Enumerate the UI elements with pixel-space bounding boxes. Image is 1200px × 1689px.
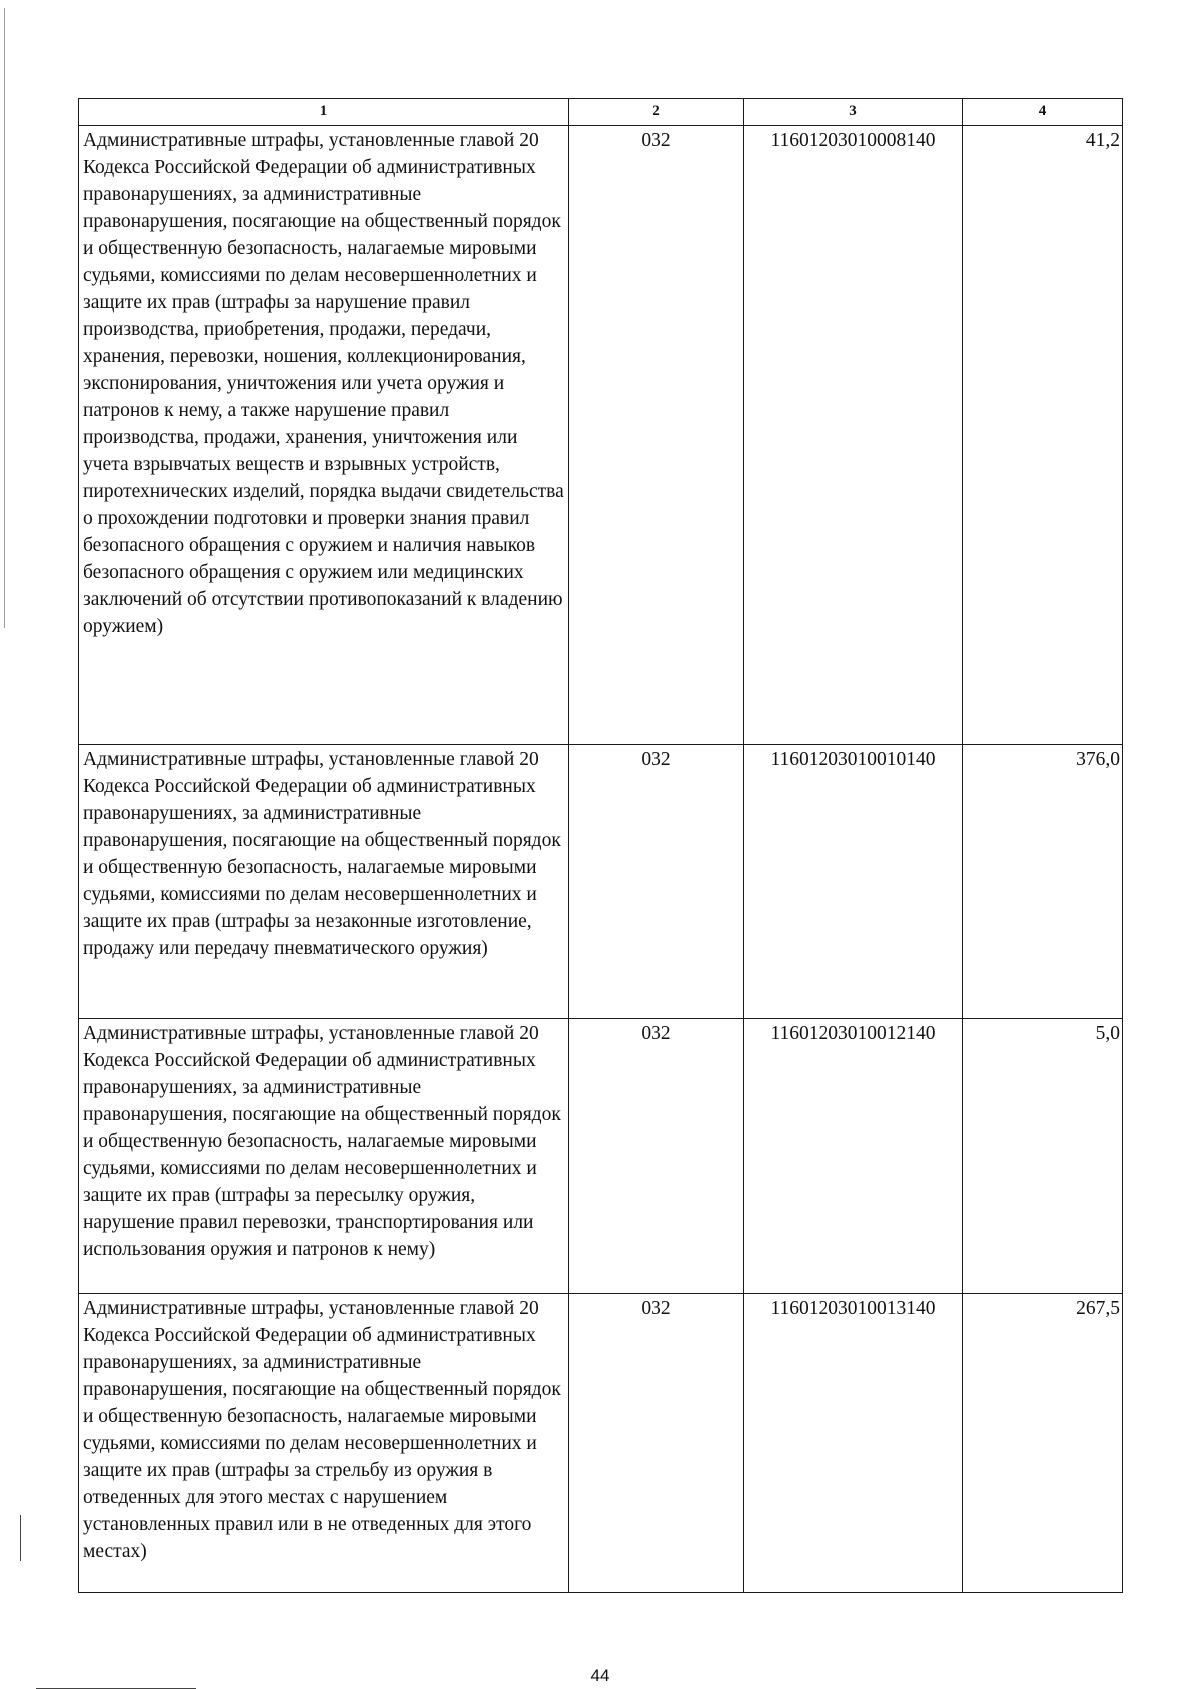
column-header-2: 2 <box>569 99 744 126</box>
table-row <box>79 1019 1123 1294</box>
amount-cell <box>963 745 1123 1019</box>
amount-value: 267,5 <box>1076 1298 1120 1319</box>
table-row <box>79 745 1123 1019</box>
table-header-row <box>79 99 1123 126</box>
column-header-3: 3 <box>744 99 963 126</box>
column-header-4: 4 <box>963 99 1123 126</box>
description-cell <box>79 1294 569 1593</box>
kbk-code: 11601203010013140 <box>770 1298 936 1319</box>
amount-cell <box>963 1294 1123 1593</box>
scan-margin-line <box>4 8 5 628</box>
table-row <box>79 1294 1123 1593</box>
admin-code-cell <box>569 126 744 745</box>
kbk-code: 11601203010010140 <box>770 749 936 770</box>
amount-cell <box>963 1019 1123 1294</box>
kbk-code: 11601203010012140 <box>770 1023 936 1044</box>
admin-code: 032 <box>641 130 671 151</box>
admin-code-cell <box>569 745 744 1019</box>
kbk-code: 11601203010008140 <box>770 130 936 151</box>
description-text: Административные штрафы, установленные главой 20 Кодекса Российской Федерации об административных правонарушениях, за административные правонарушения, посягающие на общественный порядок и общественную безопасность, налагаемые мировыми судьями, комиссиями по делам несовершеннолетних и защите их прав (штрафы за нарушение правил производства, приобретения, продажи, передачи, хранения, перевозки, ношения, коллекционирования, экспонирования, уничтожения или учета оружия и патронов к нему, а также нарушение правил производства, продажи, хранения, уничтожения или учета взрывчатых веществ и взрывных устройств, пиротехнических изделий, порядка выдачи свидетельства о прохождении подготовки и проверки знания правил безопасного обращения с оружием и наличия навыков безопасного обращения с оружием или медицинских заключений об отсутствии противопоказаний к владению оружием) <box>83 130 564 637</box>
description-cell <box>79 126 569 745</box>
amount-value: 5,0 <box>1095 1023 1120 1044</box>
admin-code: 032 <box>641 1023 671 1044</box>
kbk-cell <box>744 126 963 745</box>
revenue-table <box>78 98 1123 1593</box>
admin-code: 032 <box>641 1298 671 1319</box>
kbk-cell <box>744 1019 963 1294</box>
kbk-cell <box>744 1294 963 1593</box>
amount-cell <box>963 126 1123 745</box>
description-cell <box>79 745 569 1019</box>
scan-margin-mark <box>20 1515 21 1561</box>
description-text: Административные штрафы, установленные главой 20 Кодекса Российской Федерации об административных правонарушениях, за административные правонарушения, посягающие на общественный порядок и общественную безопасность, налагаемые мировыми судьями, комиссиями по делам несовершеннолетних и защите их прав (штрафы за незаконные изготовление, продажу или передачу пневматического оружия) <box>83 749 561 959</box>
kbk-cell <box>744 745 963 1019</box>
description-text: Административные штрафы, установленные главой 20 Кодекса Российской Федерации об административных правонарушениях, за административные правонарушения, посягающие на общественный порядок и общественную безопасность, налагаемые мировыми судьями, комиссиями по делам несовершеннолетних и защите их прав (штрафы за пересылку оружия, нарушение правил перевозки, транспортирования или использования оружия и патронов к нему) <box>83 1023 561 1260</box>
column-header-1: 1 <box>79 99 569 126</box>
amount-value: 41,2 <box>1085 130 1120 151</box>
admin-code: 032 <box>641 749 671 770</box>
table-row <box>79 126 1123 745</box>
amount-value: 376,0 <box>1076 749 1120 770</box>
page-number: 44 <box>590 1666 610 1685</box>
admin-code-cell <box>569 1019 744 1294</box>
description-cell <box>79 1019 569 1294</box>
admin-code-cell <box>569 1294 744 1593</box>
description-text: Административные штрафы, установленные главой 20 Кодекса Российской Федерации об административных правонарушениях, за административные правонарушения, посягающие на общественный порядок и общественную безопасность, налагаемые мировыми судьями, комиссиями по делам несовершеннолетних и защите их прав (штрафы за стрельбу из оружия в отведенных для этого местах с нарушением установленных правил или в не отведенных для этого местах) <box>83 1298 561 1562</box>
